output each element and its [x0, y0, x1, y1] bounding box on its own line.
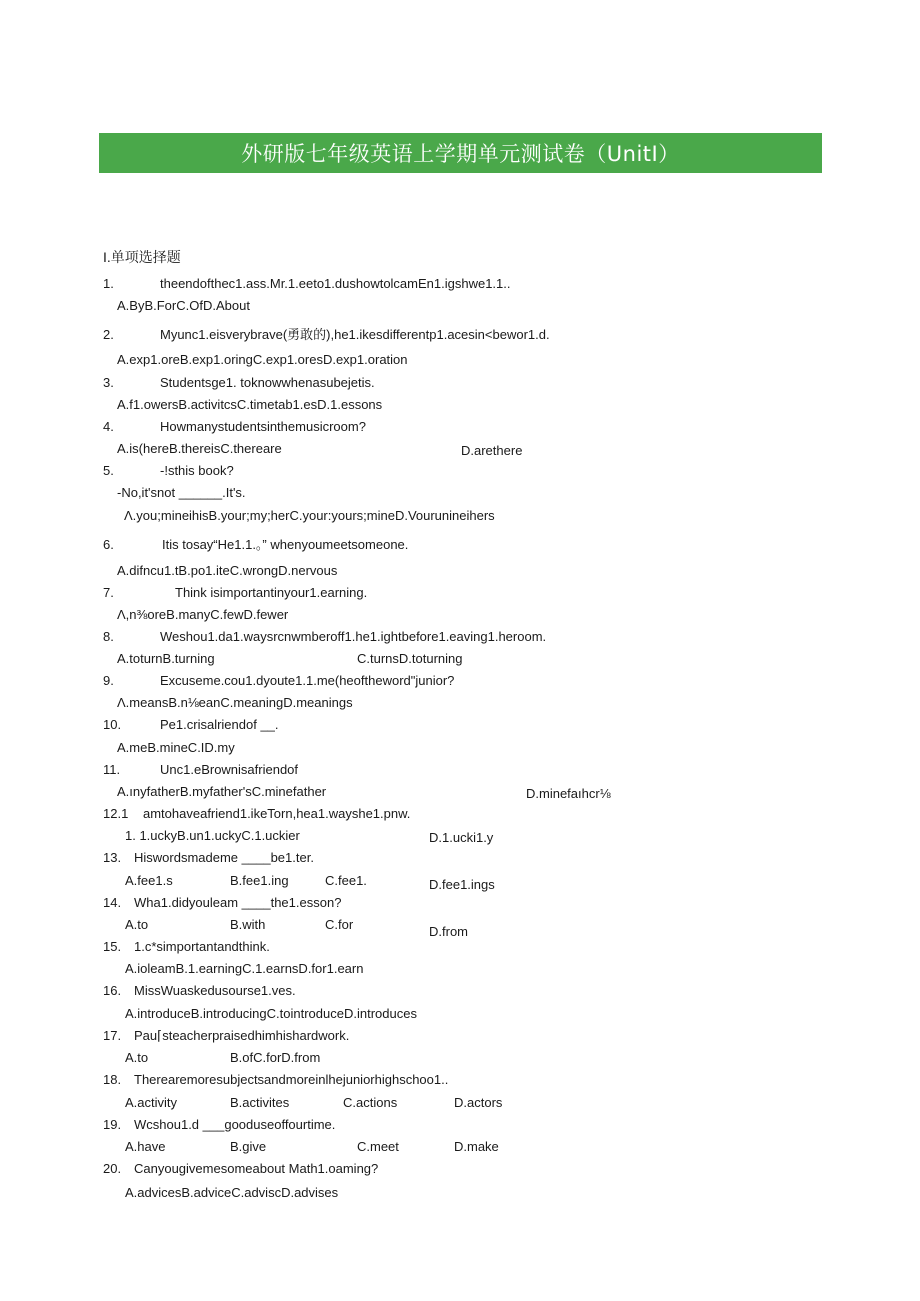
- option-bcd: B.ofC.forD.from: [230, 1050, 321, 1065]
- option-a: A.to: [125, 1050, 149, 1065]
- question-text: Think isimportantinyour1.earning.: [175, 585, 368, 600]
- option-line: Λ,n⅜oreB.manyC.fewD.fewer: [117, 607, 289, 622]
- option-line: A.f1.owersB.activitcsC.timetab1.esD.1.essons: [117, 397, 383, 412]
- option-line: Λ.you;mineihisB.your;my;herC.your:yours;mineD.Vourunineihers: [124, 508, 495, 523]
- question-number: 18.: [103, 1072, 122, 1087]
- question-text: Therearemoresubjectsandmoreinlhejuniorhighschoo1..: [134, 1072, 449, 1087]
- question-number: 9.: [103, 673, 114, 688]
- question-text: 1.c*simportantandthink.: [134, 939, 270, 954]
- question-text: Hiswordsmademe ____be1.ter.: [134, 850, 314, 865]
- question-number: 7.: [103, 585, 114, 600]
- option-line: A.meB.mineC.ID.my: [117, 740, 235, 755]
- option-a: A.to: [125, 917, 149, 932]
- option-b: B.with: [230, 917, 266, 932]
- question-number: 1.: [103, 276, 114, 291]
- option-b: B.fee1.ing: [230, 873, 289, 888]
- option-d: D.actors: [454, 1095, 503, 1110]
- option-a: A.is(hereB.thereisC.thereare: [117, 441, 282, 456]
- option-line: A.introduceB.introducingC.tointroduceD.introduces: [125, 1006, 417, 1021]
- question-number: 17.: [103, 1028, 122, 1043]
- question-number: 10.: [103, 717, 122, 732]
- option-c: C.for: [325, 917, 354, 932]
- option-b: B.activites: [230, 1095, 290, 1110]
- option-ab: A.toturnB.turning: [117, 651, 215, 666]
- question-text: Unc1.eBrownisafriendof: [160, 762, 299, 777]
- question-text: Wcshou1.d ___gooduseoffourtime.: [134, 1117, 336, 1132]
- question-number: 19.: [103, 1117, 122, 1132]
- question-text-line2: -No,it'snot ______.It's.: [117, 485, 246, 500]
- question-text: Pau⌈steacherpraisedhimhishardwork.: [134, 1028, 350, 1043]
- question-number: 4.: [103, 419, 114, 434]
- option-d: D.make: [454, 1139, 499, 1154]
- question-number: 2.: [103, 327, 114, 342]
- option-d: D.from: [429, 924, 468, 939]
- question-text: Itis tosay“He1.1.。” whenyoumeetsomeone.: [162, 537, 409, 552]
- question-number: 11.: [103, 762, 121, 777]
- option-cd: C.turnsD.toturning: [357, 651, 463, 666]
- question-text: amtohaveafriend1.ikeTorn,hea1.wayshe1.pnw.: [143, 806, 411, 821]
- option-c: C.fee1.: [325, 873, 367, 888]
- question-number: 5.: [103, 463, 114, 478]
- question-text: Excuseme.cou1.dyoute1.1.me(heoftheword"junior?: [160, 673, 455, 688]
- question-number: 12.1: [103, 806, 129, 821]
- option-line: A.exp1.oreB.exp1.oringC.exp1.oresD.exp1.oration: [117, 352, 408, 367]
- option-a: A.have: [125, 1139, 166, 1154]
- option-d: D.arethere: [461, 443, 523, 458]
- option-d: D.fee1.ings: [429, 877, 495, 892]
- option-a: A.fee1.s: [125, 873, 173, 888]
- question-number: 6.: [103, 537, 114, 552]
- page-title: 外研版七年级英语上学期单元测试卷（UnitⅠ）: [241, 142, 680, 166]
- option-line: A.difncu1.tB.po1.iteC.wrongD.nervous: [117, 563, 338, 578]
- question-text: Weshou1.da1.waysrcnwmberoff1.he1.ightbefore1.eaving1.heroom.: [160, 629, 547, 644]
- section-title: I.单项选择题: [103, 249, 181, 265]
- option-line: A.ByB.ForC.OfD.About: [117, 298, 250, 313]
- option-line: A.ioleamB.1.earningC.1.earnsD.for1.earn: [125, 961, 364, 976]
- question-number: 8.: [103, 629, 114, 644]
- question-text: Myunc1.eisverybrave(勇敢的),he1.ikesdifferentp1.acesin<bewor1.d.: [160, 327, 550, 342]
- option-a: A.activity: [125, 1095, 178, 1110]
- option-b: B.give: [230, 1139, 267, 1154]
- question-number: 14.: [103, 895, 122, 910]
- option-abc: A.ınyfatherB.myfather'sC.minefather: [117, 784, 327, 799]
- question-text: Wha1.didyouleam ____the1.esson?: [134, 895, 342, 910]
- question-number: 20.: [103, 1161, 122, 1176]
- question-text: Howmanystudentsinthemusicroom?: [160, 419, 366, 434]
- option-d: D.1.ucki1.y: [429, 830, 494, 845]
- title-banner: [99, 133, 822, 173]
- question-number: 13.: [103, 850, 122, 865]
- question-text: MissWuaskedusourse1.ves.: [134, 983, 296, 998]
- option-c: C.actions: [343, 1095, 398, 1110]
- question-number: 3.: [103, 375, 114, 390]
- question-text: -!sthis book?: [160, 463, 234, 478]
- option-c: C.meet: [357, 1139, 399, 1154]
- option-line: A.advicesB.adviceC.adviscD.advises: [125, 1185, 339, 1200]
- question-text: theendofthec1.ass.Mr.1.eeto1.dushowtolcamEn1.igshwe1.1..: [160, 276, 511, 291]
- question-text: Pe1.crisalriendof __.: [160, 717, 279, 732]
- question-number: 16.: [103, 983, 122, 998]
- option-d: D.minefaıhcr⅛: [526, 786, 611, 801]
- option-abc: 1. 1.uckyB.un1.uckyC.1.uckier: [125, 828, 300, 843]
- question-number: 15.: [103, 939, 122, 954]
- option-line: Λ.meansB.n⅛eanC.meaningD.meanings: [117, 695, 353, 710]
- question-text: Studentsge1. toknowwhenasubejetis.: [160, 375, 375, 390]
- question-text: Canyougivemesomeabout Math1.oaming?: [134, 1161, 379, 1176]
